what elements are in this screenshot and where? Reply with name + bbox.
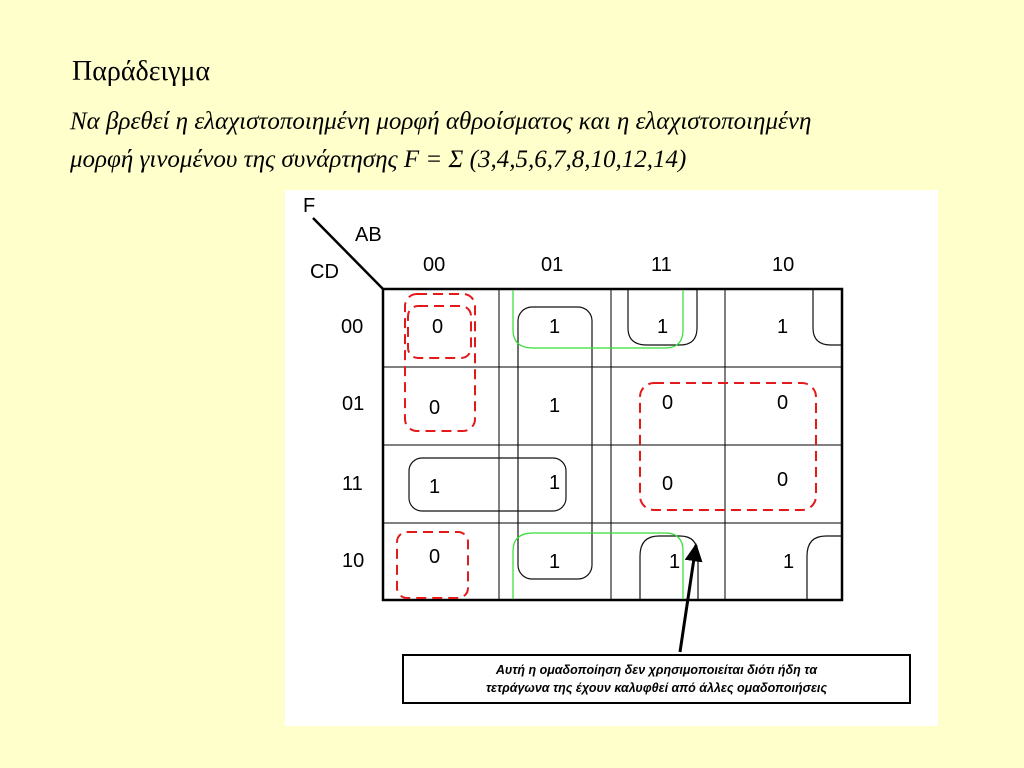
kmap-cell: 0	[662, 473, 674, 495]
function-label: F	[303, 195, 316, 217]
row-variables-label: CD	[310, 261, 339, 283]
kmap-cell: 0	[432, 316, 444, 338]
problem-line-1: Να βρεθεί η ελαχιστοποιημένη μορφή αθροίσματος και η ελαχιστοποιημένη	[70, 108, 812, 135]
kmap-cell: 0	[429, 546, 441, 568]
zero-groups	[397, 294, 816, 598]
explanation-note	[402, 654, 911, 704]
kmap-cell: 1	[669, 551, 681, 573]
kmap-cell: 1	[549, 395, 561, 417]
one-group-wrap-top-right	[813, 290, 841, 345]
problem-line-2-text: μορφή γινομένου της συνάρτησης	[70, 146, 404, 173]
kmap-cell: 1	[657, 316, 669, 338]
slide-title: Παράδειγμα	[72, 56, 211, 87]
karnaugh-map-figure	[285, 190, 938, 726]
col-header: 10	[772, 254, 795, 276]
redundant-group-bottom	[513, 533, 683, 599]
kmap-cell: 0	[777, 392, 789, 414]
kmap-grid-lines	[383, 289, 842, 600]
kmap-cell: 0	[777, 469, 789, 491]
problem-line-2	[70, 141, 970, 179]
note-line-2: τετράγωνα της έχουν καλυφθεί από άλλες ομαδοποιήσεις	[485, 681, 828, 695]
row-header: 11	[342, 473, 363, 495]
col-header: 00	[423, 254, 446, 276]
kmap-cell: 0	[429, 397, 441, 419]
boolean-function: F = Σ (3,4,5,6,7,8,10,12,14)	[403, 146, 687, 173]
col-header: 11	[651, 254, 672, 276]
karnaugh-map-drawing	[285, 190, 938, 726]
kmap-cell: 1	[549, 316, 561, 338]
row-header: 01	[342, 393, 365, 415]
kmap-cell: 1	[777, 316, 789, 338]
note-line-1: Αυτή η ομαδοποίηση δεν χρησιμοποιείται διότι ήδη τα	[495, 663, 818, 677]
one-group-wrap-bottom-right	[807, 536, 841, 599]
problem-statement	[70, 103, 970, 179]
col-header: 01	[541, 254, 564, 276]
row-header: 00	[341, 316, 364, 338]
kmap-cell: 1	[429, 476, 441, 498]
kmap-cell: 0	[662, 392, 674, 414]
kmap-cell: 1	[549, 551, 561, 573]
row-header: 10	[342, 550, 365, 572]
kmap-cell: 1	[783, 551, 795, 573]
kmap-cell: 1	[549, 472, 561, 494]
col-variables-label: AB	[355, 224, 382, 246]
